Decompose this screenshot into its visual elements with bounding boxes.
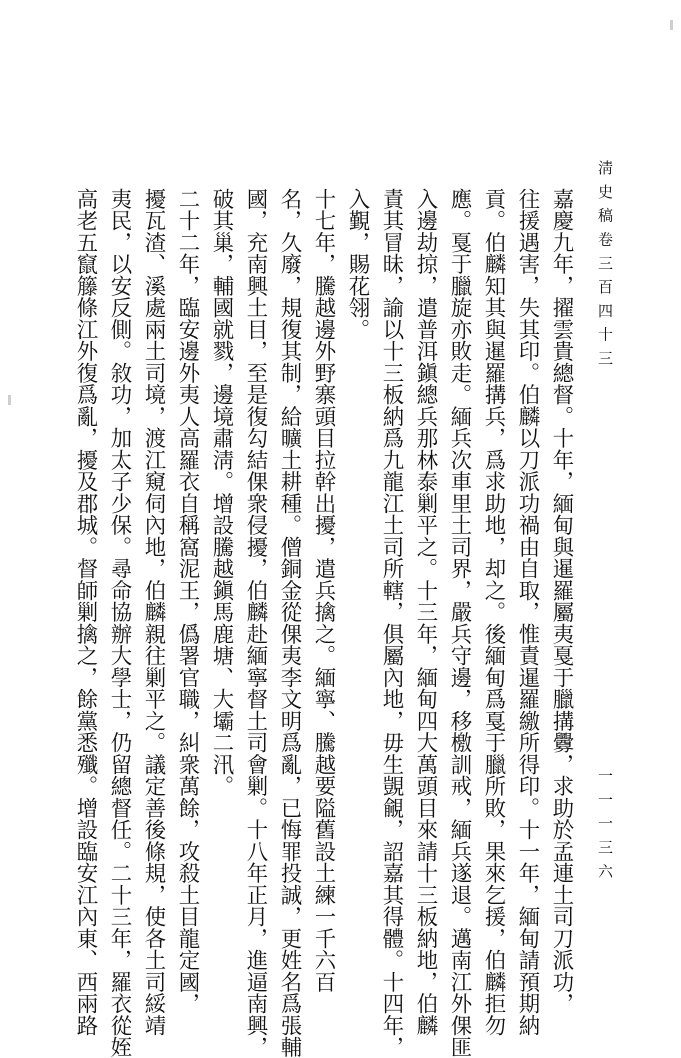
text-column-15: 高老五竄籐條江外復爲亂，擾及郡城。督師剿擒之，餘黨悉殲。增設臨安江內東、西兩路 [73, 188, 98, 1037]
text-column-12: 二十二年，臨安邊外夷人高羅衣自稱窩泥王，僞署官職，糾衆萬餘，攻殺土目龍定國， [175, 188, 200, 1015]
text-column-9: 名，久廢，規復其制，給曠土耕種。僧銅金從倮夷李文明爲亂，已悔罪投誠，更姓名爲張輔 [277, 188, 302, 1058]
text-column-14: 夷民，以安反側。敘功，加太子少保。尋命協辦大學士，仍留總督任。二十三年，羅衣從姪 [107, 188, 132, 1058]
text-column-2: 往援遇害，失其印。伯麟以刀派功禍由自取，惟責暹羅繳所得印。十一年，緬甸請預期納 [515, 188, 540, 1037]
running-header-title: 淸 史 稿 卷 三 百 四 十 三 [596, 160, 614, 368]
text-column-13: 擾瓦渣、溪處兩土司境，渡江窺伺內地，伯麟親往剿平之。議定善後條規，使各土司綏靖 [141, 188, 166, 1037]
text-column-4: 應。戛于臘旋亦敗走。緬兵次車里土司界，嚴兵守邊，移檄訓戒，緬兵遂退。邁南江外倮匪 [447, 188, 472, 1058]
scan-mark [8, 395, 11, 405]
text-column-11: 破其巢，輔國就戮，邊境肅淸。增設騰越鎭馬鹿塘、大壩二汛。 [209, 188, 234, 797]
text-column-8: 十七年，騰越邊外野寨頭目拉幹出擾，遣兵擒之。緬寧、騰越要隘舊設土練一千六百 [311, 188, 336, 993]
text-column-3: 貢。伯麟知其與暹羅搆兵，爲求助地，却之。後緬甸爲戛于臘所敗，果來乞援，伯麟拒勿 [481, 188, 506, 1037]
page-number: 一 一 一 三 六 [596, 768, 614, 881]
text-column-1: 嘉慶九年，擢雲貴總督。十年，緬甸與暹羅屬夷戛于臘搆釁，求助於孟連土司刀派功， [549, 188, 574, 1015]
text-column-6: 責其冒昧，諭以十三板納爲九龍江土司所轄，俱屬內地，毋生覬覦，詔嘉其得體。十四年， [379, 188, 404, 1058]
text-column-5: 入邊劫掠，遣普洱鎭總兵那林泰剿平之。十三年，緬甸四大萬頭目來請十三板納地，伯麟 [413, 188, 438, 1037]
scan-mark [670, 20, 673, 30]
text-column-7: 入覲，賜花翎。 [345, 188, 370, 341]
text-column-10: 國，充南興土目，至是復勾結倮衆侵擾，伯麟赴緬寧督土司會剿。十八年正月，進逼南興， [243, 188, 268, 1058]
